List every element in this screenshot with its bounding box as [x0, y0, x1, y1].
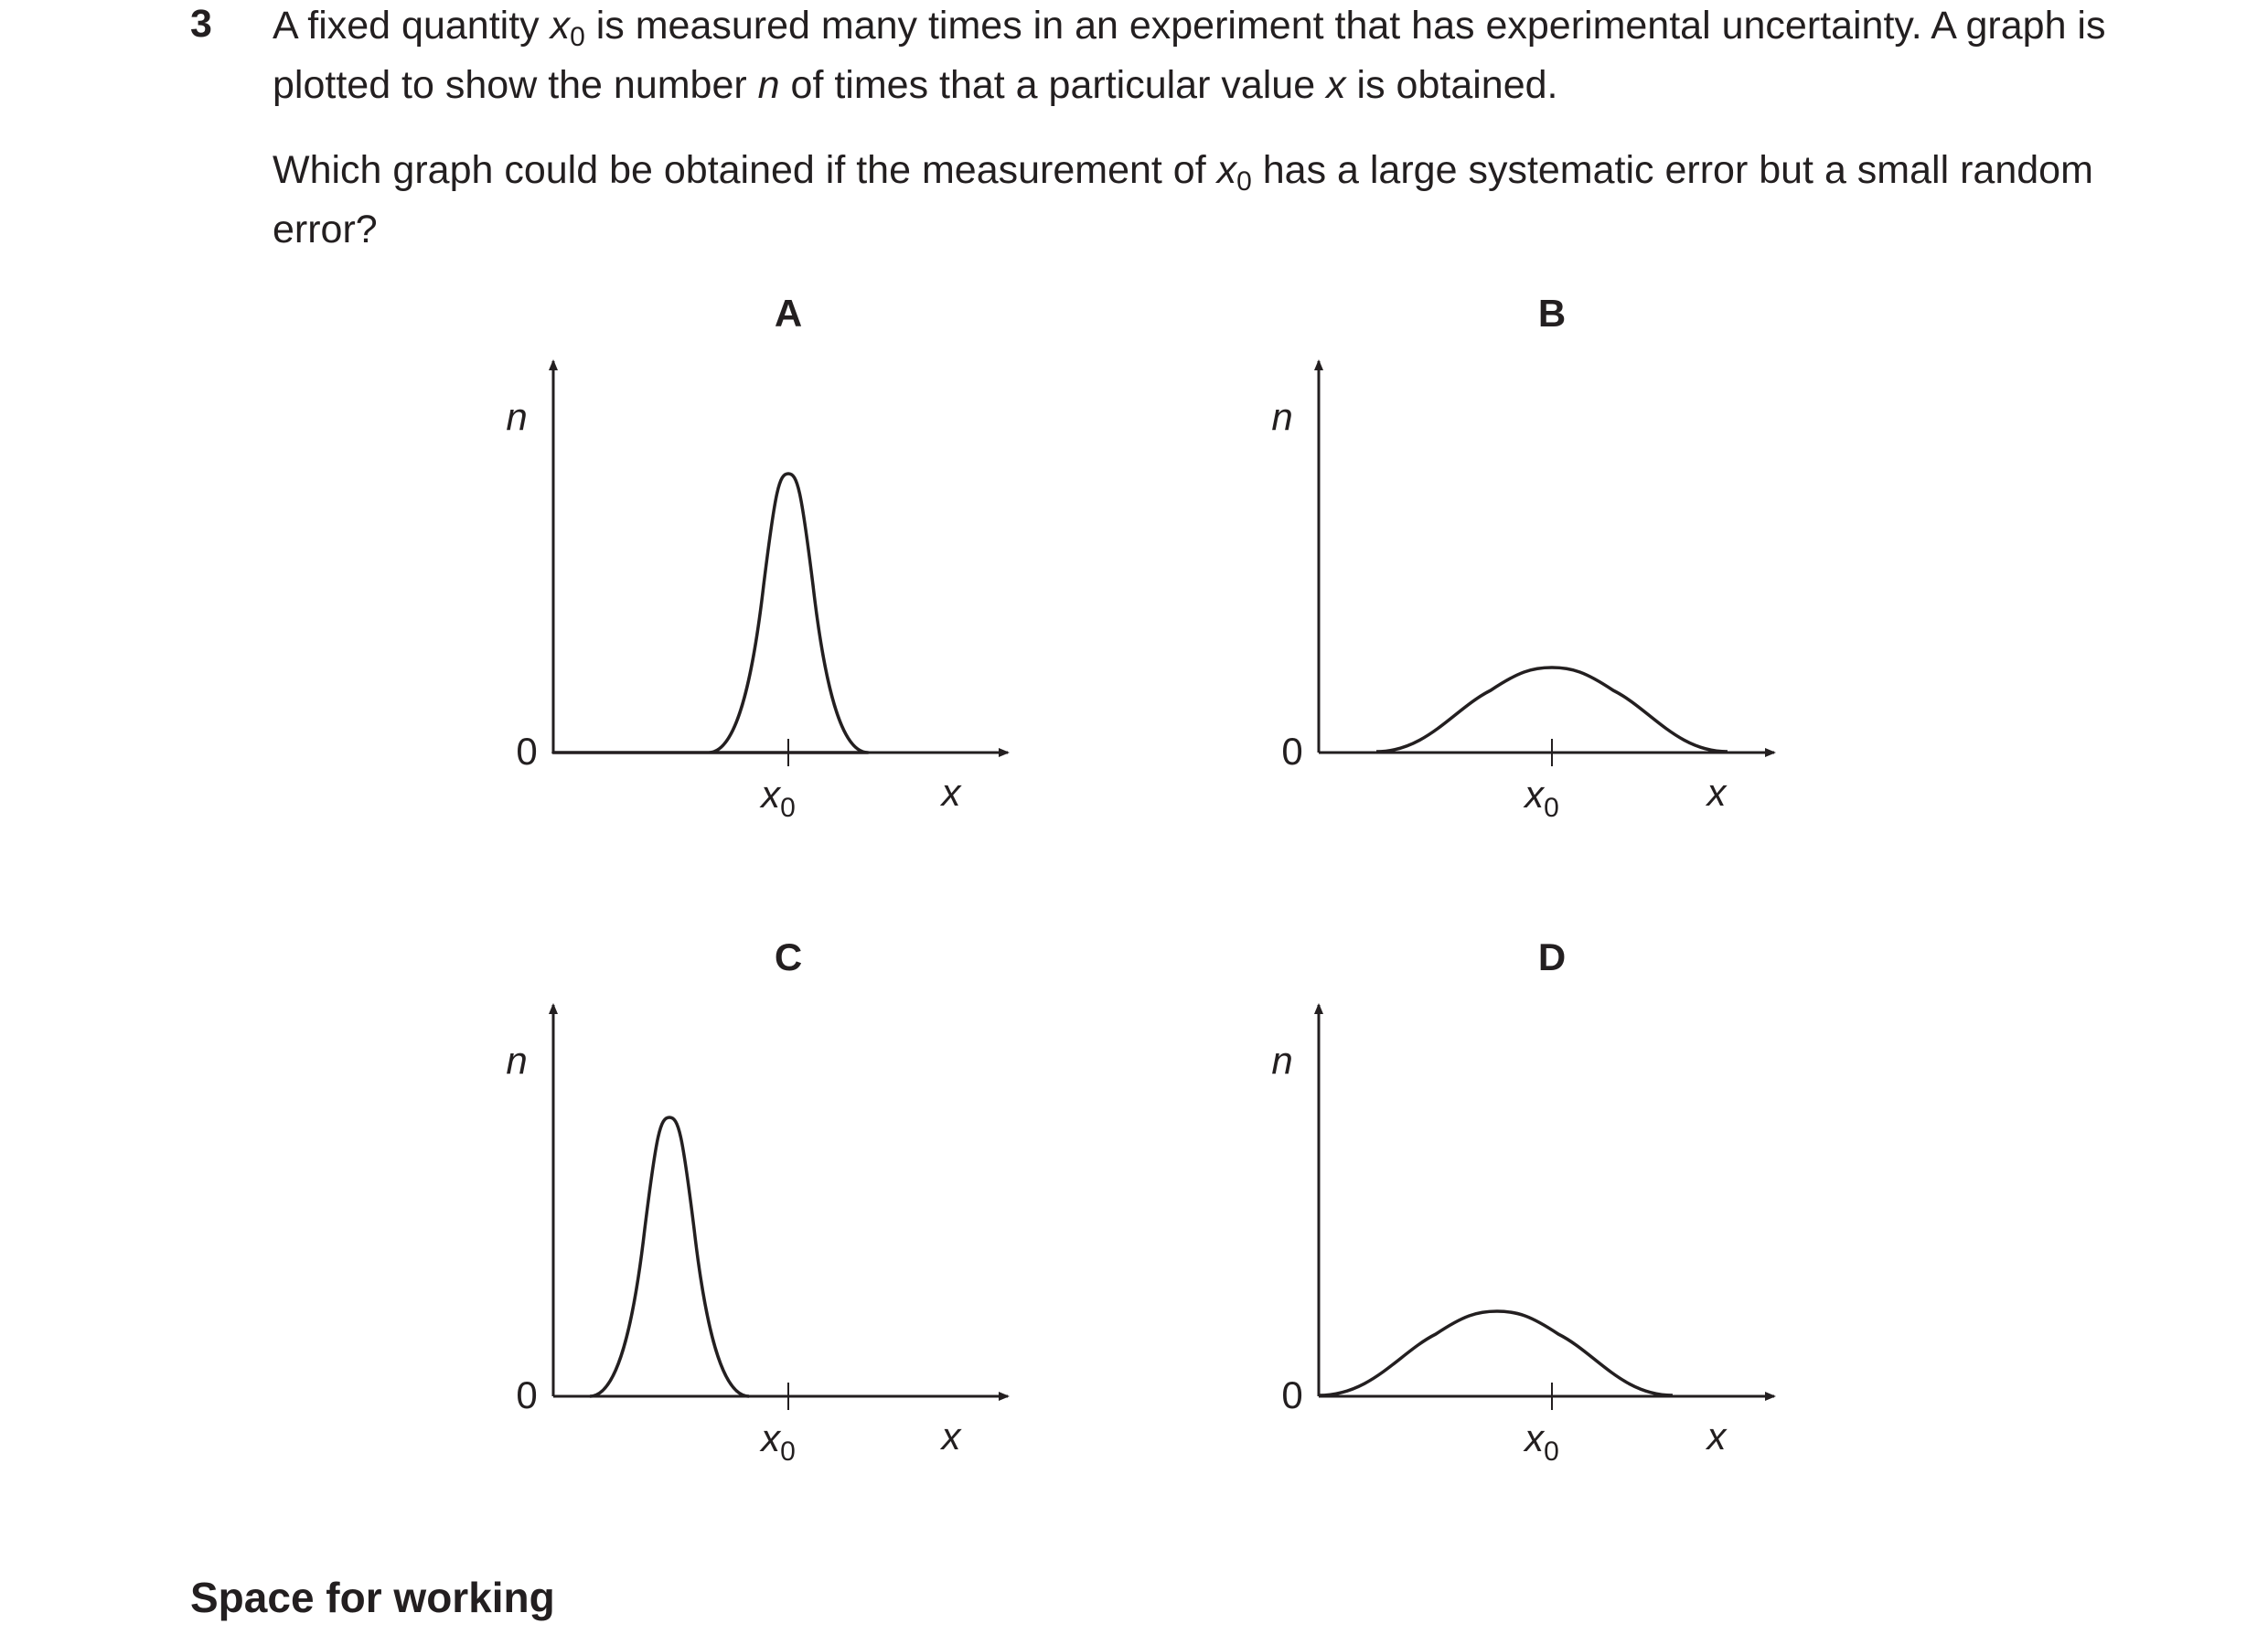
graph-b-origin-label: 0 [1281, 730, 1303, 773]
graph-a-x0-label: x0 [761, 773, 796, 823]
graph-d-origin-label: 0 [1281, 1373, 1303, 1416]
graph-c-x-label: x [941, 1415, 961, 1458]
graph-c-origin-label: 0 [516, 1373, 538, 1416]
graph-a-x-label: x [941, 771, 961, 814]
graph-b [1271, 292, 1774, 823]
graph-d-curve [1319, 1311, 1673, 1395]
graph-a-n-label: n [506, 395, 528, 438]
question-intro: A fixed quantity $x_0$ is measured many times in an experiment that has experimental uncertainty. A graph is plotted to show the number n of times that a particular value x is obtained. [273, 4, 2106, 107]
graph-b-n-label: n [1271, 395, 1293, 438]
graph-d [1271, 935, 1774, 1467]
graph-d-x-label: x [1706, 1415, 1727, 1458]
graph-b-x-label: x [1706, 771, 1727, 814]
space-for-working-label: Space for working [190, 1574, 555, 1621]
graph-c [506, 935, 1008, 1467]
graph-d-title: D [1537, 935, 1567, 978]
graph-c-title: C [774, 935, 803, 978]
graph-a-title: A [774, 292, 803, 335]
graph-c-n-label: n [506, 1039, 528, 1082]
graph-d-x0-label: x0 [1524, 1416, 1559, 1467]
graph-c-x0-label: x0 [761, 1416, 796, 1467]
graph-d-n-label: n [1271, 1039, 1293, 1082]
question-prompt: Which graph could be obtained if the measurement of $x_0$ has a large systematic error but a small random error? [273, 148, 2093, 251]
graph-a-curve [553, 474, 868, 753]
graph-a-origin-label: 0 [516, 730, 538, 773]
graph-a [506, 292, 1008, 823]
graph-c-curve [590, 1117, 749, 1396]
question-number: 3 [190, 2, 212, 46]
graph-b-x0-label: x0 [1524, 773, 1559, 823]
graph-b-title: B [1537, 292, 1567, 335]
